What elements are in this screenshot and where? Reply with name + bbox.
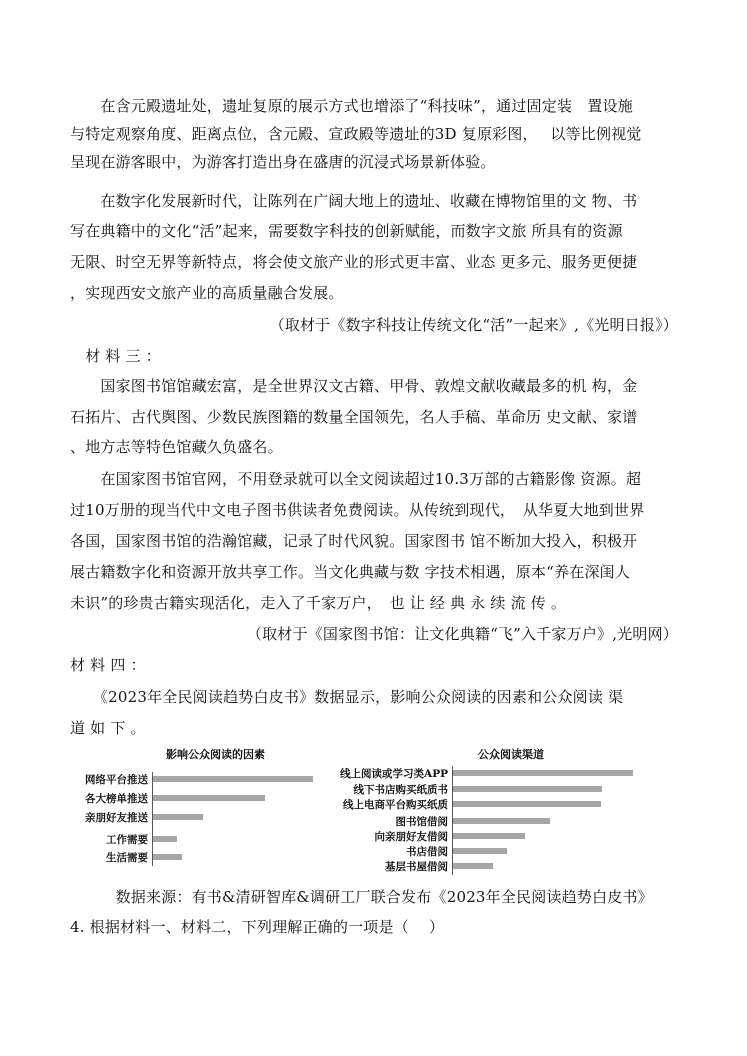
bar [153, 795, 265, 801]
bar [153, 814, 203, 820]
category-label: 线上电商平台购买纸质 [343, 799, 448, 811]
data-source-note: 数据来源：有书&清研智库&调研工厂联合发布《2023年全民阅读趋势白皮书》 [70, 888, 653, 906]
category-label: 工作需要 [106, 834, 148, 846]
bar [453, 863, 493, 869]
section-heading: 材 料 三 ： [70, 347, 161, 365]
category-label: 向亲朋好友借阅 [374, 831, 448, 843]
category-label: 网络平台推送 [85, 774, 148, 786]
section-heading: 材 料 四 ： [70, 656, 146, 674]
paragraph-line: 写在典籍中的文化“活”起来，需要数字科技的创新赋能，而数字文旅 所具有的资源 [70, 222, 623, 240]
bar [453, 848, 507, 854]
bar [153, 836, 177, 842]
category-label: 各大榜单推送 [85, 793, 148, 805]
paragraph-line: 各国，国家图书馆的浩瀚馆藏，记录了时代风貌。国家图书 馆不断加大投入，积极开 [70, 532, 638, 550]
bar [153, 854, 182, 860]
paragraph-line: 石拓片、古代舆图、少数民族图籍的数量全国领先，名人手稿、革命历 史文献、家谱 [70, 408, 638, 426]
category-label: 图书馆借阅 [395, 816, 448, 828]
paragraph-line: 在含元殿遗址处，遗址复原的展示方式也增添了“科技味”，通过固定装 置设施 [70, 97, 633, 115]
category-label: 书店借阅 [406, 846, 448, 858]
category-label: 亲朋好友推送 [85, 812, 148, 824]
category-label: 线上阅读或学习类APP [340, 768, 448, 780]
bar [453, 786, 602, 792]
source-citation: （取材于《数字科技让传统文化“活”一起来》,《光明日报》） [269, 316, 678, 334]
paragraph-line: 道 如 下 。 [70, 719, 146, 737]
source-citation: （取材于《国家图书馆：让文化典籍“飞”入千家万户》,光明网） [246, 625, 678, 643]
bar [453, 770, 633, 776]
category-label: 生活需要 [106, 852, 148, 864]
paragraph-line: 未识”的珍贵古籍实现活化，走入了千家万户， 也 让 经 典 永 续 流 传 。 [70, 594, 567, 612]
paragraph-line: 与特定观察角度、距离点位，含元殿、宣政殿等遗址的3D 复原彩图， 以等比例视觉 [70, 125, 642, 143]
bar [453, 818, 550, 824]
chart-reading-channels [318, 748, 638, 873]
paragraph-line: 无限、时空无界等新特点，将会使文旅产业的形式更丰富、业态 更多元、服务更便捷 [70, 253, 638, 271]
paragraph-line: 在数字化发展新时代，让陈列在广阔大地上的遗址、收藏在博物馆里的文 物、书 [70, 192, 638, 210]
category-label: 基层书屋借阅 [385, 861, 448, 873]
paragraph-line: 过10万册的现当代中文电子图书供读者免费阅读。从传统到现代， 从华夏大地到世界 [70, 501, 645, 519]
paragraph-line: 呈现在游客眼中，为游客打造出身在盛唐的沉浸式场景新体验。 [70, 153, 496, 171]
paragraph-line: ，实现西安文旅产业的高质量融合发展。 [70, 284, 344, 302]
paragraph-line: 在国家图书馆官网，不用登录就可以全文阅读超过10.3万部的古籍影像 资源。超 [70, 470, 642, 488]
bar [453, 833, 525, 839]
paragraph-line: 、地方志等特色馆藏久负盛名。 [70, 438, 283, 456]
paragraph-line: 《2023年全民阅读趋势白皮书》数据显示，影响公众阅读的因素和公众阅读 渠 [70, 688, 624, 706]
question-4: 4. 根据材料一、材料二，下列理解正确的一项是（ ） [70, 918, 445, 936]
chart-reading-factors [66, 748, 326, 873]
paragraph-line: 国家图书馆馆藏宏富，是全世界汉文古籍、甲骨、敦煌文献收藏最多的机 构，金 [70, 377, 638, 395]
chart-title: 公众阅读渠道 [478, 748, 544, 761]
category-label: 线下书店购买纸质书 [353, 784, 448, 796]
bar [153, 776, 313, 782]
paragraph-line: 展古籍数字化和资源开放共享工作。当文化典藏与数 字技术相遇，原本“养在深闺人 [70, 563, 631, 581]
bar [453, 801, 601, 807]
chart-title: 影响公众阅读的因素 [166, 748, 265, 761]
